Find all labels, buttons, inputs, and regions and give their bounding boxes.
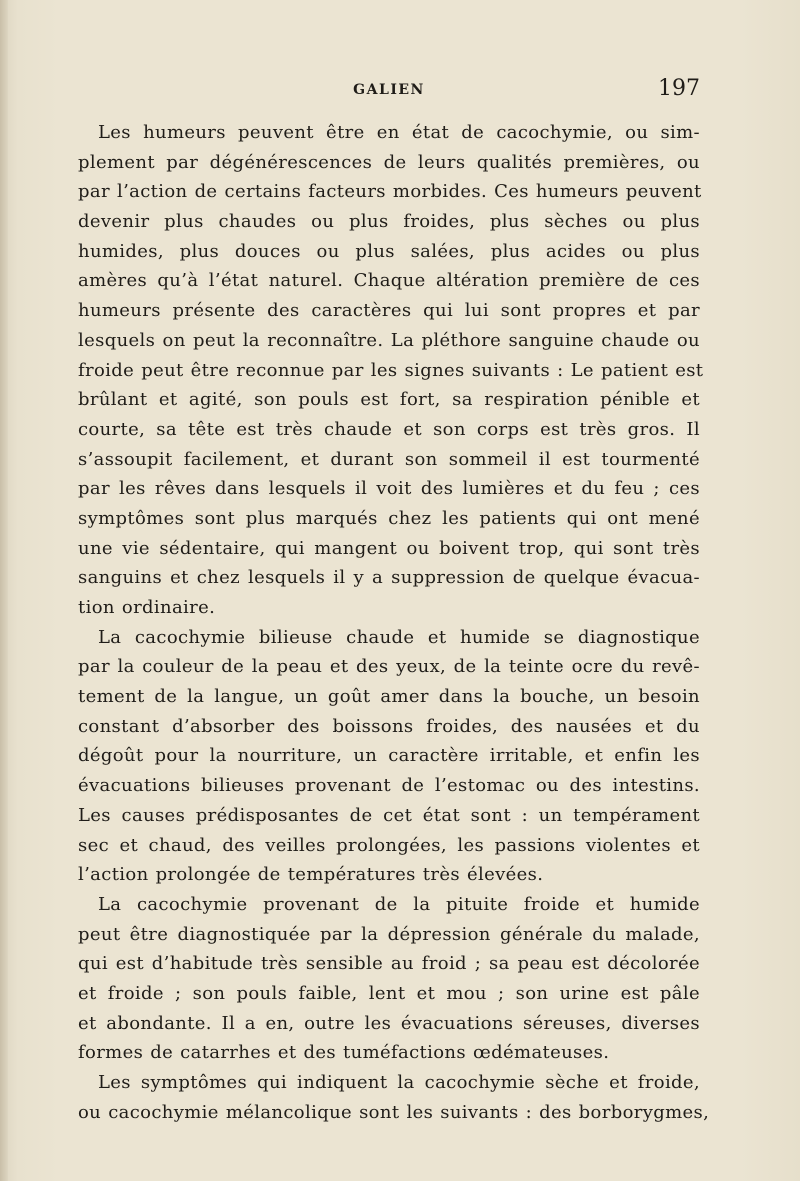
text-line: s’assoupit facilement, et durant son sommeil il est tourmenté [78, 448, 700, 470]
text-line: courte, sa tête est très chaude et son corps est très gros. Il [78, 418, 700, 440]
text-line: dégoût pour la nourriture, un caractère irritable, et enfin les [78, 745, 700, 767]
body-text [78, 118, 710, 1127]
page-number: 197 [658, 76, 700, 101]
text-line: par l’action de certains facteurs morbides. Ces humeurs peuvent [78, 181, 702, 203]
text-line: froide peut être reconnue par les signes suivants : Le patient est [78, 359, 704, 381]
text-line: ou cacochymie mélancolique sont les suivants : des borborygmes, [78, 1101, 710, 1123]
text-line: amères qu’à l’état naturel. Chaque altération première de ces [78, 270, 700, 292]
text-line: l’action prolongée de températures très élevées. [78, 864, 544, 886]
running-head [78, 76, 700, 106]
text-line: constant d’absorber des boissons froides, des nausées et du [78, 715, 700, 737]
text-line: sec et chaud, des veilles prolongées, les passions violentes et [78, 834, 700, 856]
text-line: et abondante. Il a en, outre les évacuations séreuses, diverses [78, 1012, 700, 1034]
text-line: et froide ; son pouls faible, lent et mou ; son urine est pâle [78, 982, 700, 1004]
text-line: lesquels on peut la reconnaître. La pléthore sanguine chaude ou [78, 329, 700, 351]
text-line: Les humeurs peuvent être en état de cacochymie, ou sim- [98, 122, 700, 143]
text-line: Les causes prédisposantes de cet état sont : un tempérament [78, 804, 700, 826]
text-line: sanguins et chez lesquels il y a suppression de quelque évacua- [78, 567, 700, 589]
text-line: humides, plus douces ou plus salées, plus acides ou plus [78, 240, 700, 262]
text-line: qui est d’habitude très sensible au froid ; sa peau est décolorée [78, 953, 700, 975]
text-line: La cacochymie provenant de la pituite froide et humide [98, 893, 700, 915]
text-line: Les symptômes qui indiquent la cacochymie sèche et froide, [98, 1072, 700, 1093]
text-line: une vie sédentaire, qui mangent ou boivent trop, qui sont très [78, 537, 700, 559]
text-line: formes de catarrhes et des tuméfactions œdémateuses. [78, 1042, 610, 1064]
text-line: tion ordinaire. [78, 597, 216, 618]
page-gutter-edge [0, 0, 8, 1181]
text-line: devenir plus chaudes ou plus froides, plus sèches ou plus [78, 211, 700, 233]
text-line: plement par dégénérescences de leurs qualités premières, ou [78, 151, 700, 173]
text-line: La cacochymie bilieuse chaude et humide se diagnostique [98, 626, 700, 648]
text-line: par la couleur de la peau et des yeux, de la teinte ocre du revê- [78, 656, 700, 678]
text-line: brûlant et agité, son pouls est fort, sa respiration pénible et [78, 389, 700, 411]
text-line: peut être diagnostiquée par la dépression générale du malade, [78, 923, 700, 945]
text-line: par les rêves dans lesquels il voit des lumières et du feu ; ces [78, 478, 700, 500]
running-title: GALIEN [353, 82, 425, 98]
text-line: symptômes sont plus marqués chez les patients qui ont mené [78, 507, 700, 529]
text-line: évacuations bilieuses provenant de l’estomac ou des intestins. [78, 775, 700, 797]
text-line: tement de la langue, un goût amer dans la bouche, un besoin [78, 686, 700, 708]
text-line: humeurs présente des caractères qui lui sont propres et par [78, 300, 700, 322]
